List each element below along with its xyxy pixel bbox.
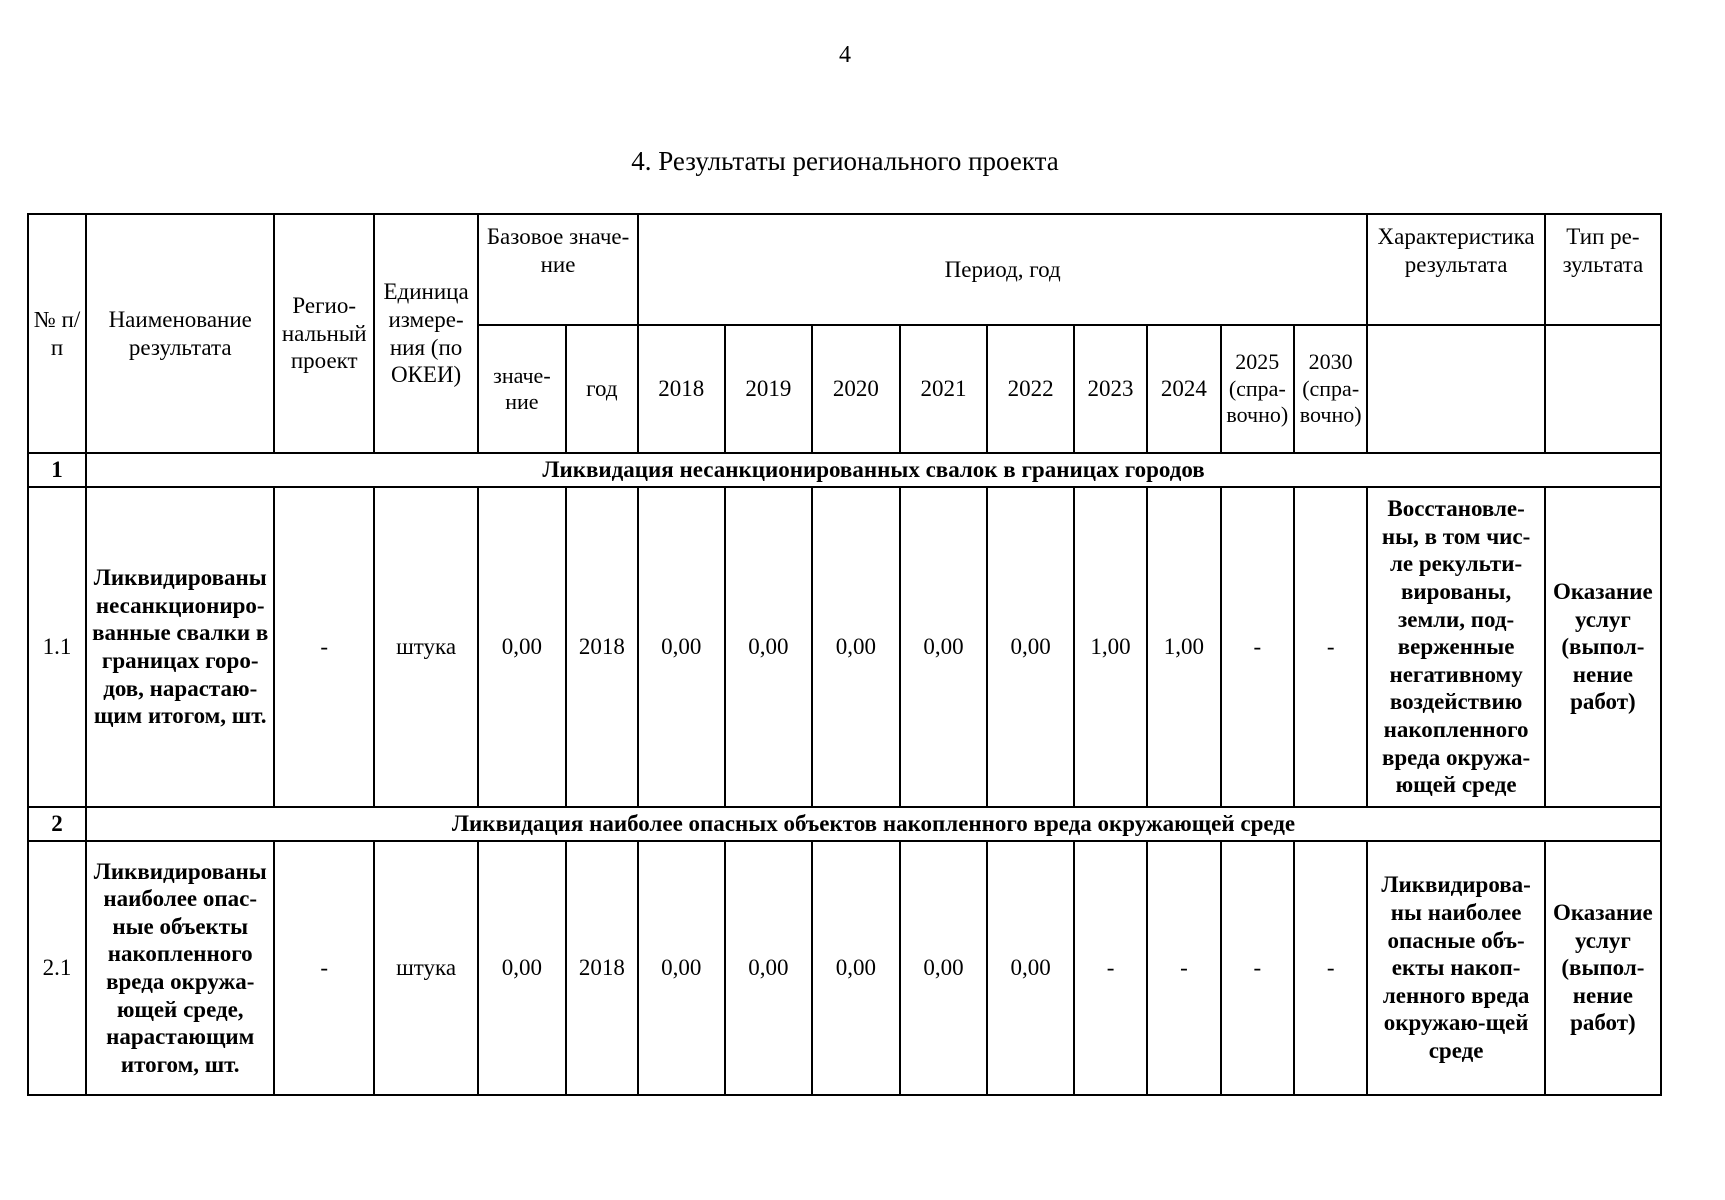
row-name: Ликвидированы наиболее опас-ные объекты накопленного вреда окружа-ющей среде, нарастающим итогом, шт. bbox=[86, 841, 274, 1095]
header-unit: Единица измере-ния (по ОКЕИ) bbox=[374, 214, 478, 453]
table-row bbox=[28, 841, 1661, 1095]
row-regional-project: - bbox=[274, 487, 374, 807]
section-title: 4. Результаты регионального проекта bbox=[631, 146, 1059, 176]
header-year-2023: 2023 bbox=[1074, 325, 1147, 453]
row-regional-project: - bbox=[274, 841, 374, 1095]
row-base-value: 0,00 bbox=[478, 487, 566, 807]
row-value-2023: 1,00 bbox=[1074, 487, 1147, 807]
header-year-2020: 2020 bbox=[812, 325, 900, 453]
header-result-type: Тип ре-зультата bbox=[1545, 214, 1661, 325]
header-base-value: Базовое значе-ние bbox=[478, 214, 638, 325]
header-name: Наименование результата bbox=[86, 214, 274, 453]
header-regional-project: Регио-нальный проект bbox=[274, 214, 374, 453]
header-year-2022: 2022 bbox=[987, 325, 1074, 453]
row-base-year: 2018 bbox=[566, 841, 638, 1095]
row-value-2018: 0,00 bbox=[638, 841, 725, 1095]
header-base-sub-year: год bbox=[566, 325, 638, 453]
row-value-2020: 0,00 bbox=[812, 841, 900, 1095]
row-value-2023: - bbox=[1074, 841, 1147, 1095]
header-year-2021: 2021 bbox=[900, 325, 988, 453]
row-unit: штука bbox=[374, 487, 478, 807]
header-year-2019: 2019 bbox=[725, 325, 813, 453]
section-title-row: Ликвидация наиболее опасных объектов накопленного вреда окружающей среде bbox=[86, 807, 1661, 841]
row-name: Ликвидированы несанкциониро-ванные свалки в границах горо-дов, нарастаю-щим итогом, шт. bbox=[86, 487, 274, 807]
header-num: № п/п bbox=[28, 214, 86, 453]
row-value-2020: 0,00 bbox=[812, 487, 900, 807]
row-result-type: Оказание услуг (выпол-нение работ) bbox=[1545, 841, 1661, 1095]
table-row bbox=[28, 487, 1661, 807]
row-value-2022: 0,00 bbox=[987, 841, 1074, 1095]
row-characteristic: Восстановле-ны, в том чис-ле рекульти-вированы, земли, под-верженные негативному воздействию накопленного вреда окружа-ющей среде bbox=[1367, 487, 1544, 807]
row-characteristic: Ликвидирова-ны наиболее опасные объ-екты накоп-ленного вреда окружаю-щей среде bbox=[1367, 841, 1544, 1095]
row-value-2021: 0,00 bbox=[900, 841, 988, 1095]
row-base-value: 0,00 bbox=[478, 841, 566, 1095]
header-result-type-empty bbox=[1545, 325, 1661, 453]
row-value-2019: 0,00 bbox=[725, 841, 813, 1095]
row-value-2019: 0,00 bbox=[725, 487, 813, 807]
row-value-2030: - bbox=[1294, 487, 1367, 807]
header-year-2025: 2025 (спра-вочно) bbox=[1221, 325, 1294, 453]
section-row-2 bbox=[28, 807, 1661, 841]
row-num: 2.1 bbox=[28, 841, 86, 1095]
header-characteristic: Характеристика результата bbox=[1367, 214, 1544, 325]
header-period: Период, год bbox=[638, 214, 1367, 325]
section-title-row: Ликвидация несанкционированных свалок в границах городов bbox=[86, 453, 1661, 487]
row-value-2024: - bbox=[1147, 841, 1220, 1095]
row-value-2025: - bbox=[1221, 487, 1294, 807]
header-base-sub-value: значе-ние bbox=[478, 325, 566, 453]
row-value-2018: 0,00 bbox=[638, 487, 725, 807]
results-table bbox=[27, 213, 1662, 1096]
header-year-2030: 2030 (спра-вочно) bbox=[1294, 325, 1367, 453]
row-value-2024: 1,00 bbox=[1147, 487, 1220, 807]
header-characteristic-empty bbox=[1367, 325, 1544, 453]
row-result-type: Оказание услуг (выпол-нение работ) bbox=[1545, 487, 1661, 807]
row-num: 1.1 bbox=[28, 487, 86, 807]
row-value-2022: 0,00 bbox=[987, 487, 1074, 807]
section-num: 1 bbox=[28, 453, 86, 487]
header-row-1 bbox=[28, 214, 1661, 325]
row-base-year: 2018 bbox=[566, 487, 638, 807]
page-number: 4 bbox=[839, 42, 851, 68]
header-year-2018: 2018 bbox=[638, 325, 725, 453]
section-row-1 bbox=[28, 453, 1661, 487]
header-year-2024: 2024 bbox=[1147, 325, 1220, 453]
row-value-2030: - bbox=[1294, 841, 1367, 1095]
row-unit: штука bbox=[374, 841, 478, 1095]
section-num: 2 bbox=[28, 807, 86, 841]
row-value-2021: 0,00 bbox=[900, 487, 988, 807]
row-value-2025: - bbox=[1221, 841, 1294, 1095]
